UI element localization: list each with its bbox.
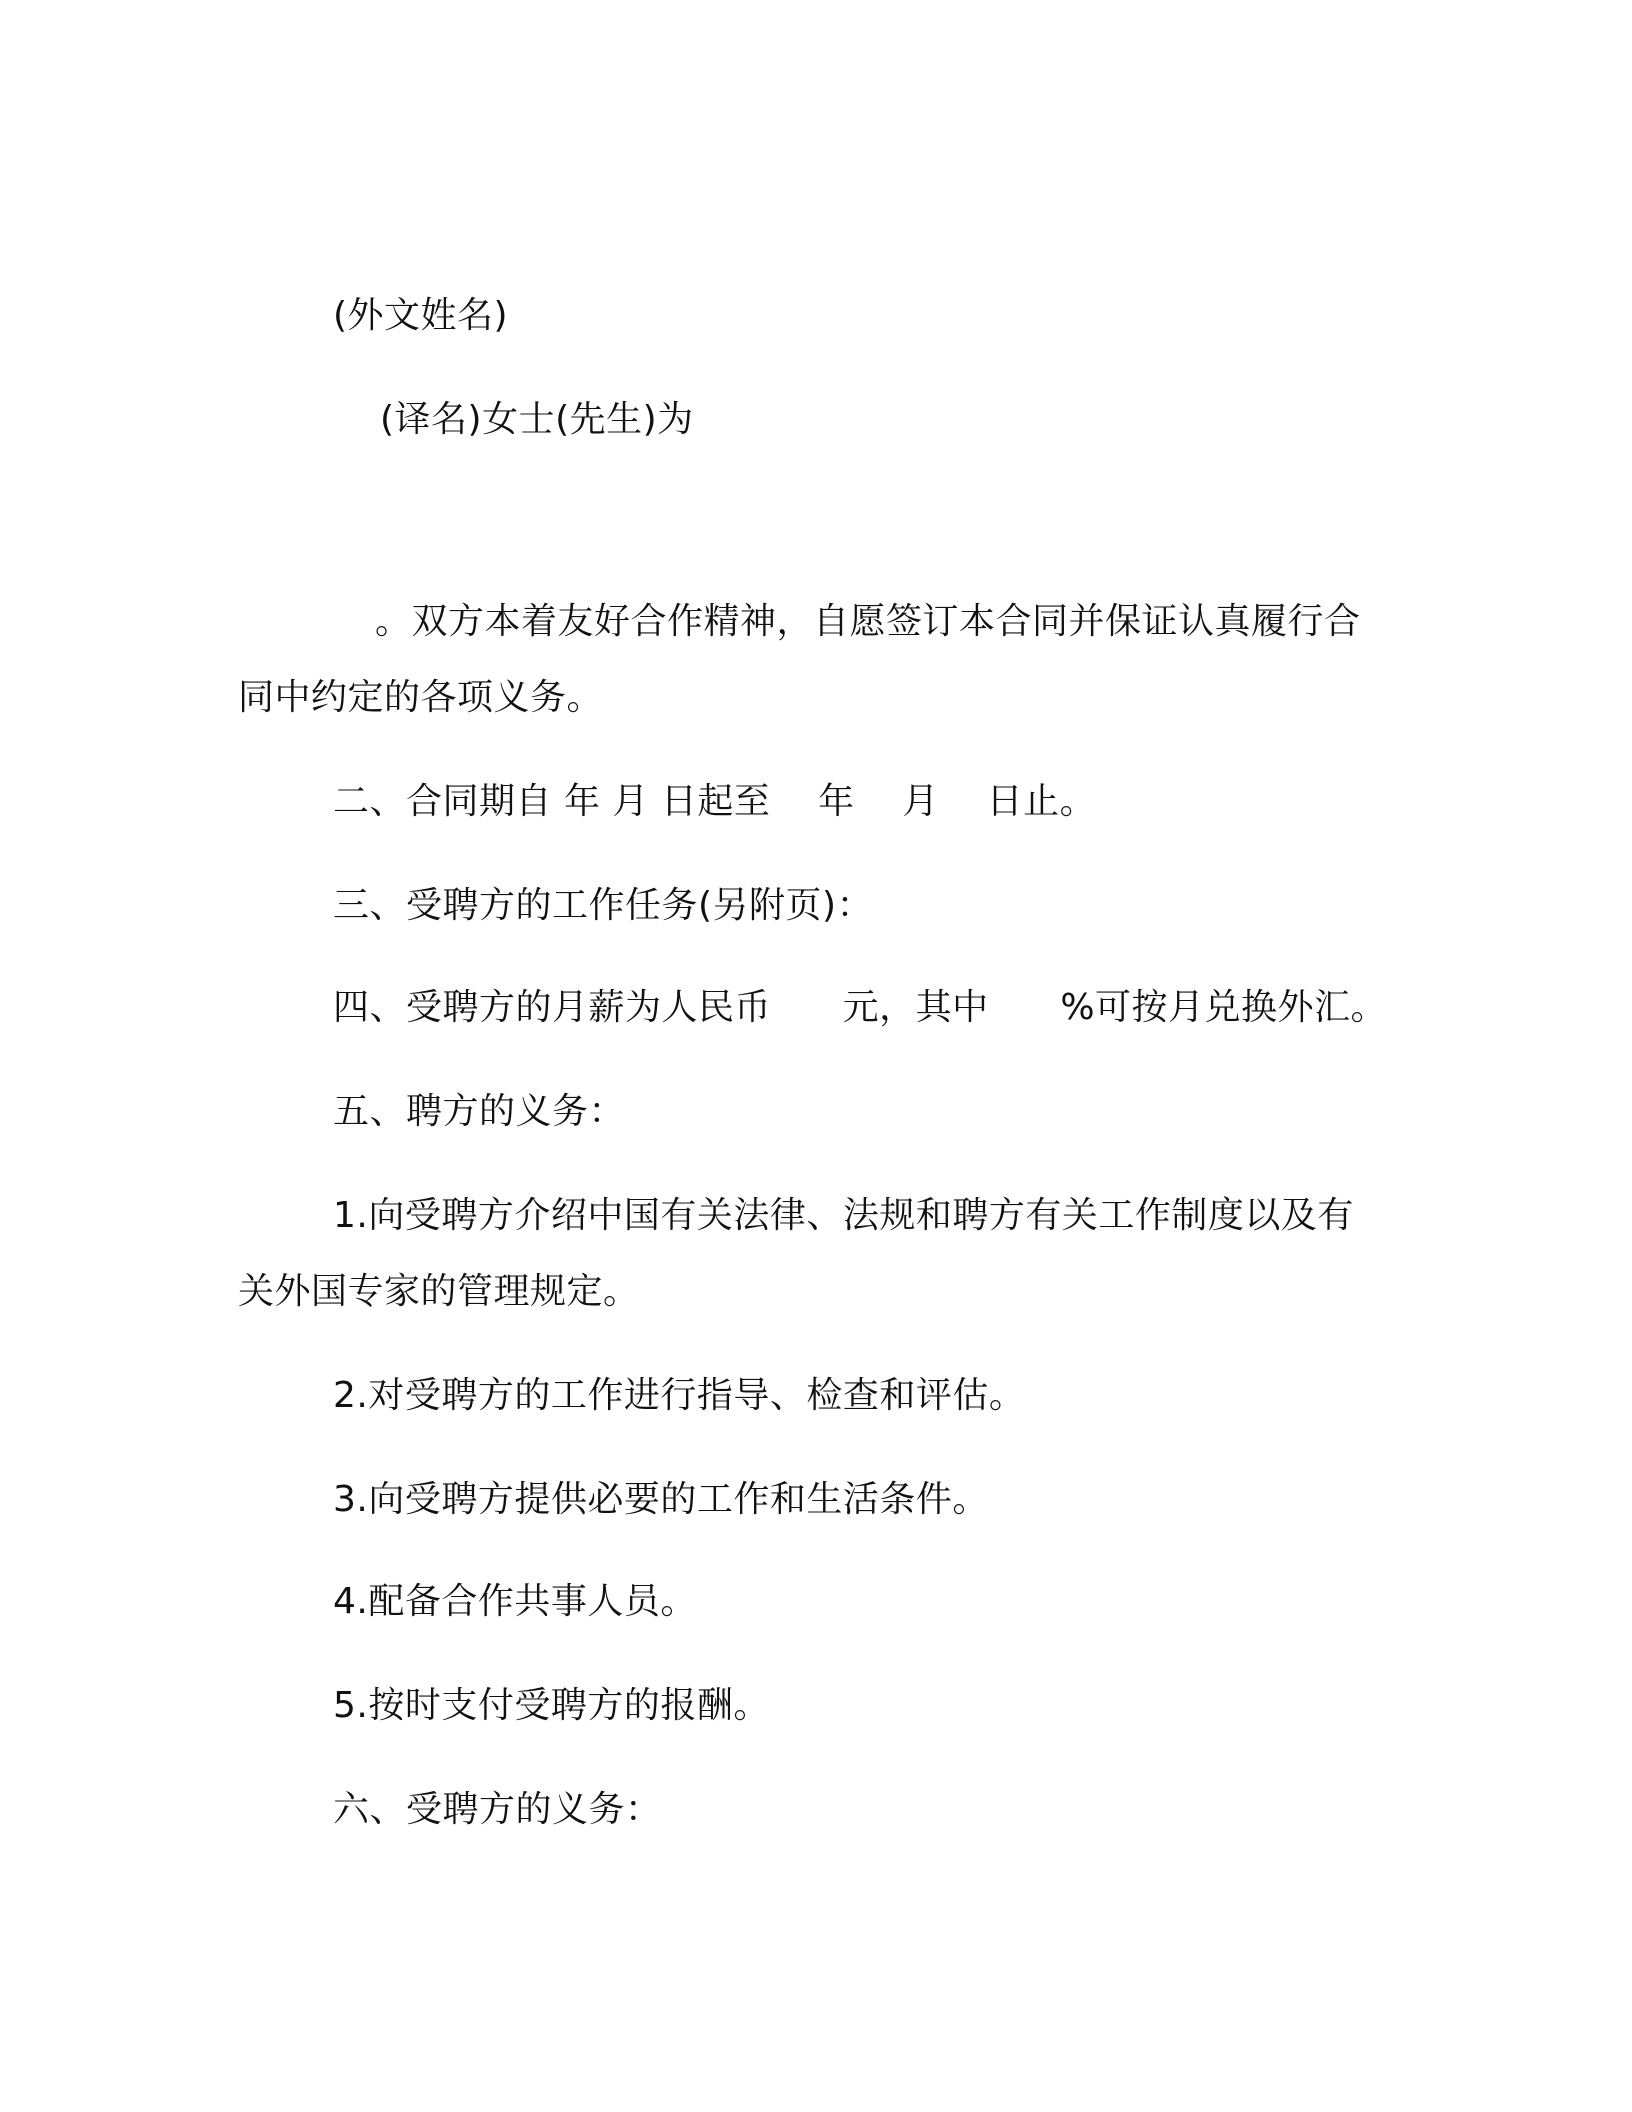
clause-5-heading: 五、聘方的义务： [333,1091,626,1132]
clause-3-work-tasks: 三、受聘方的工作任务(另附页)： [333,885,874,926]
clause-4-monthly-salary: 四、受聘方的月薪为人民币 元，其中 %可按月兑换外汇。 [333,987,1388,1028]
clause-5-item-4: 4.配备合作共事人员。 [333,1581,697,1622]
clause-5-item-1-line-2: 关外国专家的管理规定。 [238,1271,640,1312]
clause-1-text-line-1: 。双方本着友好合作精神，自愿签订本合同并保证认真履行合 [375,601,1361,642]
translated-name-line: (译名)女士(先生)为 [380,399,694,440]
clause-1-text-line-2: 同中约定的各项义务。 [238,677,604,718]
foreign-name-line: (外文姓名) [333,295,509,336]
clause-5-item-1-line-1: 1.向受聘方介绍中国有关法律、法规和聘方有关工作制度以及有 [333,1195,1354,1236]
clause-5-item-2: 2.对受聘方的工作进行指导、检查和评估。 [333,1375,1026,1416]
clause-5-item-3: 3.向受聘方提供必要的工作和生活条件。 [333,1479,989,1520]
clause-2-contract-period: 二、合同期自 年 月 日起至 年 月 日止。 [333,781,1097,822]
clause-6-heading: 六、受聘方的义务： [333,1789,662,1830]
clause-5-item-5: 5.按时支付受聘方的报酬。 [333,1685,770,1726]
